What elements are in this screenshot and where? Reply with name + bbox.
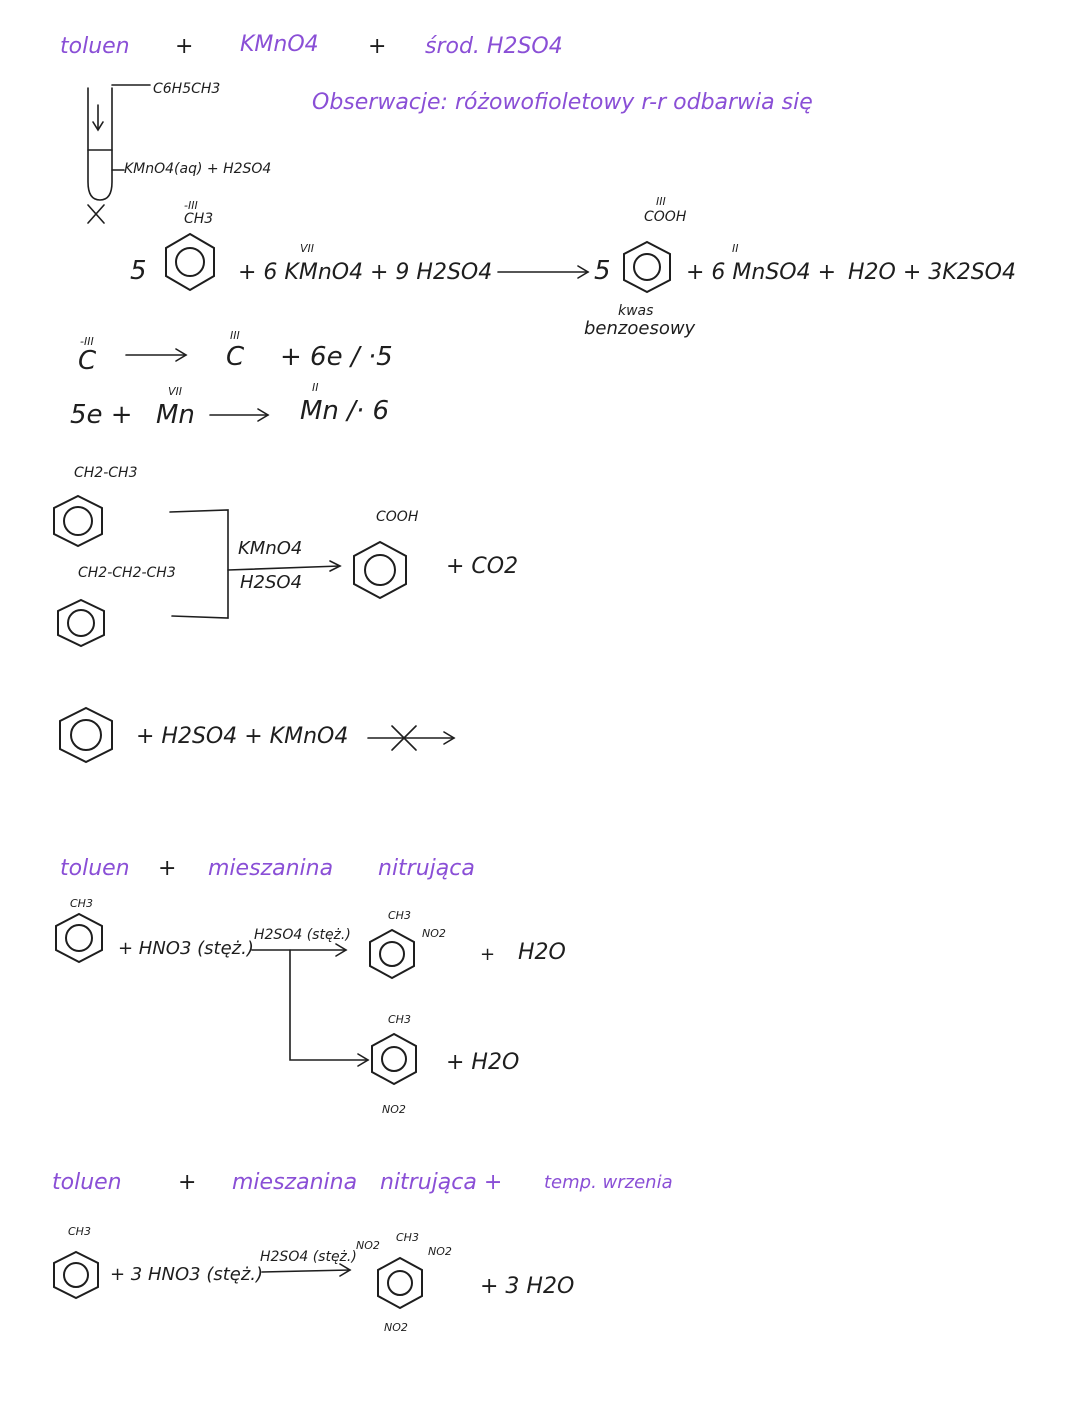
ox-c-minus3: -III: [184, 199, 198, 212]
term-kmno4: + 6 KMnO4: [238, 260, 364, 285]
r4-header-toluen: toluen: [60, 856, 130, 881]
term-h2o-k2so4: H2O + 3K2SO4: [848, 260, 1016, 285]
r5-toluene-ch3: CH3: [68, 1225, 91, 1238]
reaction2-reagent-kmno4: KMnO4: [238, 538, 303, 559]
reaction2-reagent-h2so4: H2SO4: [240, 572, 303, 593]
reaction3-text: + H2SO4 + KMnO4: [136, 724, 349, 749]
r5-header-temp: temp. wrzenia: [544, 1172, 673, 1193]
title-kmno4: KMnO4: [240, 32, 319, 57]
r5-product-ch3: CH3: [396, 1231, 419, 1244]
r5-header-nitrujaca: nitrująca +: [380, 1170, 503, 1195]
coef-toluene: 5: [130, 256, 147, 286]
title-toluen: toluen: [60, 34, 130, 59]
r4-p1-plus: +: [480, 944, 496, 965]
product-name-benzoesowy: benzoesowy: [584, 318, 696, 339]
r4-header-nitrujaca: nitrująca: [378, 856, 475, 881]
r4-p2-no2: NO2: [382, 1103, 406, 1116]
r4-reagent-hno3: + HNO3 (stęż.): [118, 938, 254, 959]
reaction2-plus-co2: + CO2: [446, 554, 519, 579]
r5-header-toluen: toluen: [52, 1170, 122, 1195]
term-mnso4: + 6 MnSO4 +: [686, 260, 837, 285]
r4-p2-ch3: CH3: [388, 1013, 411, 1026]
r5-no2-left: NO2: [356, 1239, 380, 1252]
substrate-ethyl-group: CH2-CH3: [74, 465, 138, 481]
r4-p2-plus-h2o: + H2O: [446, 1050, 520, 1075]
coef-product: 5: [594, 256, 611, 286]
setup-reagent: KMnO4(aq) + H2SO4: [124, 161, 272, 177]
reaction2-product-cooh: COOH: [376, 509, 419, 525]
r4-header-mieszanina: mieszanina: [208, 856, 334, 881]
title-srod-h2so4: środ. H2SO4: [425, 34, 563, 59]
r4-toluene-ch3: CH3: [70, 897, 93, 910]
r4-catalyst: H2SO4 (stęż.): [254, 927, 351, 943]
half-ox-right-label: III: [230, 329, 240, 342]
half-red-left: 5e +: [70, 400, 133, 430]
r4-p1-ch3: CH3: [388, 909, 411, 922]
ox-mn2: II: [732, 242, 739, 255]
r4-header-plus: +: [158, 856, 177, 881]
r5-no2-right: NO2: [428, 1245, 452, 1258]
toluene-ch3: CH3: [184, 211, 214, 227]
half-ox-left: C: [78, 346, 97, 376]
benzene-ring-tnt: [376, 1256, 424, 1310]
half-red-right: Mn /· 6: [300, 396, 390, 426]
r5-no2-bottom: NO2: [384, 1321, 408, 1334]
r4-p1-h2o: H2O: [518, 940, 566, 965]
half-ox-tail: + 6e / ·5: [280, 342, 393, 372]
setup-c6h5ch3: C6H5CH3: [153, 81, 221, 97]
substrate-propyl-group: CH2-CH2-CH3: [78, 565, 176, 581]
product-name-kwas: kwas: [618, 303, 654, 319]
half-red-right-label: II: [312, 381, 319, 394]
r5-tail-3h2o: + 3 H2O: [480, 1274, 575, 1299]
half-red-left-atom: Mn: [156, 400, 195, 430]
product-cooh: COOH: [644, 209, 687, 225]
ox-mn7: VII: [300, 242, 315, 255]
r5-catalyst: H2SO4 (stęż.): [260, 1249, 357, 1265]
half-ox-right: C: [226, 342, 245, 372]
term-h2so4: + 9 H2SO4: [370, 260, 493, 285]
r4-p1-no2: NO2: [422, 927, 446, 940]
ox-c-plus3: III: [656, 195, 666, 208]
title-plus-1: +: [175, 34, 194, 59]
r5-reagent-hno3: + 3 HNO3 (stęż.): [110, 1264, 264, 1285]
observation-text: Obserwacje: różowofioletowy r-r odbarwia się: [312, 90, 813, 115]
half-red-left-label: VII: [168, 385, 183, 398]
half-ox-left-label: -III: [80, 335, 94, 348]
title-plus-2: +: [368, 34, 387, 59]
r5-header-mieszanina: mieszanina: [232, 1170, 358, 1195]
r5-header-plus: +: [178, 1170, 197, 1195]
